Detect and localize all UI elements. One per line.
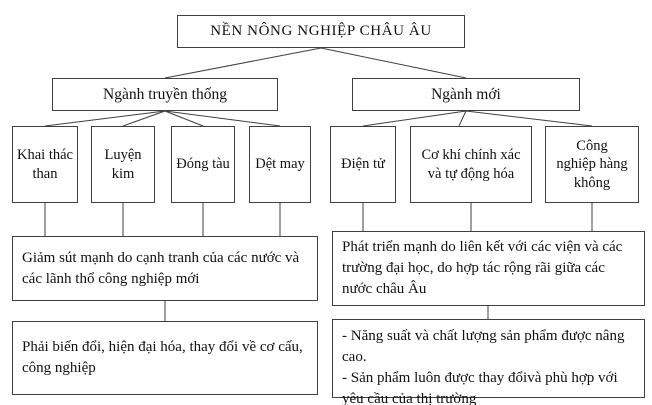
status-traditional-industries: Giảm sút mạnh do cạnh tranh của các nước và các lãnh thổ công nghiệp mới — [12, 236, 318, 301]
leaf-shipbuilding: Đóng tàu — [171, 126, 235, 203]
branch-new-industries: Ngành mới — [352, 78, 580, 111]
leaf-metallurgy: Luyện kim — [91, 126, 155, 203]
leaf-aerospace-industry: Công nghiệp hàng không — [545, 126, 639, 203]
leaf-precision-mechanics-automation: Cơ khí chính xác và tự động hóa — [410, 126, 532, 203]
branch-traditional-industries: Ngành truyền thống — [52, 78, 278, 111]
status-new-industries: Phát triển mạnh do liên kết với các viện và các trường đại học, do hợp tác rộng rãi giữa các nước châu Âu — [332, 231, 645, 306]
leaf-textiles: Dệt may — [249, 126, 311, 203]
consequence-bullet-productivity: - Năng suất và chất lượng sản phẩm được nâng cao. — [342, 328, 625, 365]
leaf-coal-mining: Khai thác than — [12, 126, 78, 203]
consequence-bullet-products: - Sản phẩm luôn được thay đổivà phù hợp với yêu cầu của thị trường — [342, 370, 618, 405]
leaf-electronics: Điện tử — [330, 126, 396, 203]
consequence-new-industries — [332, 319, 645, 405]
consequence-traditional-industries: Phải biến đổi, hiện đại hóa, thay đổi về cơ cấu, công nghiệp — [12, 321, 318, 395]
root-node-title: NỀN NÔNG NGHIỆP CHÂU ÂU — [177, 15, 465, 48]
